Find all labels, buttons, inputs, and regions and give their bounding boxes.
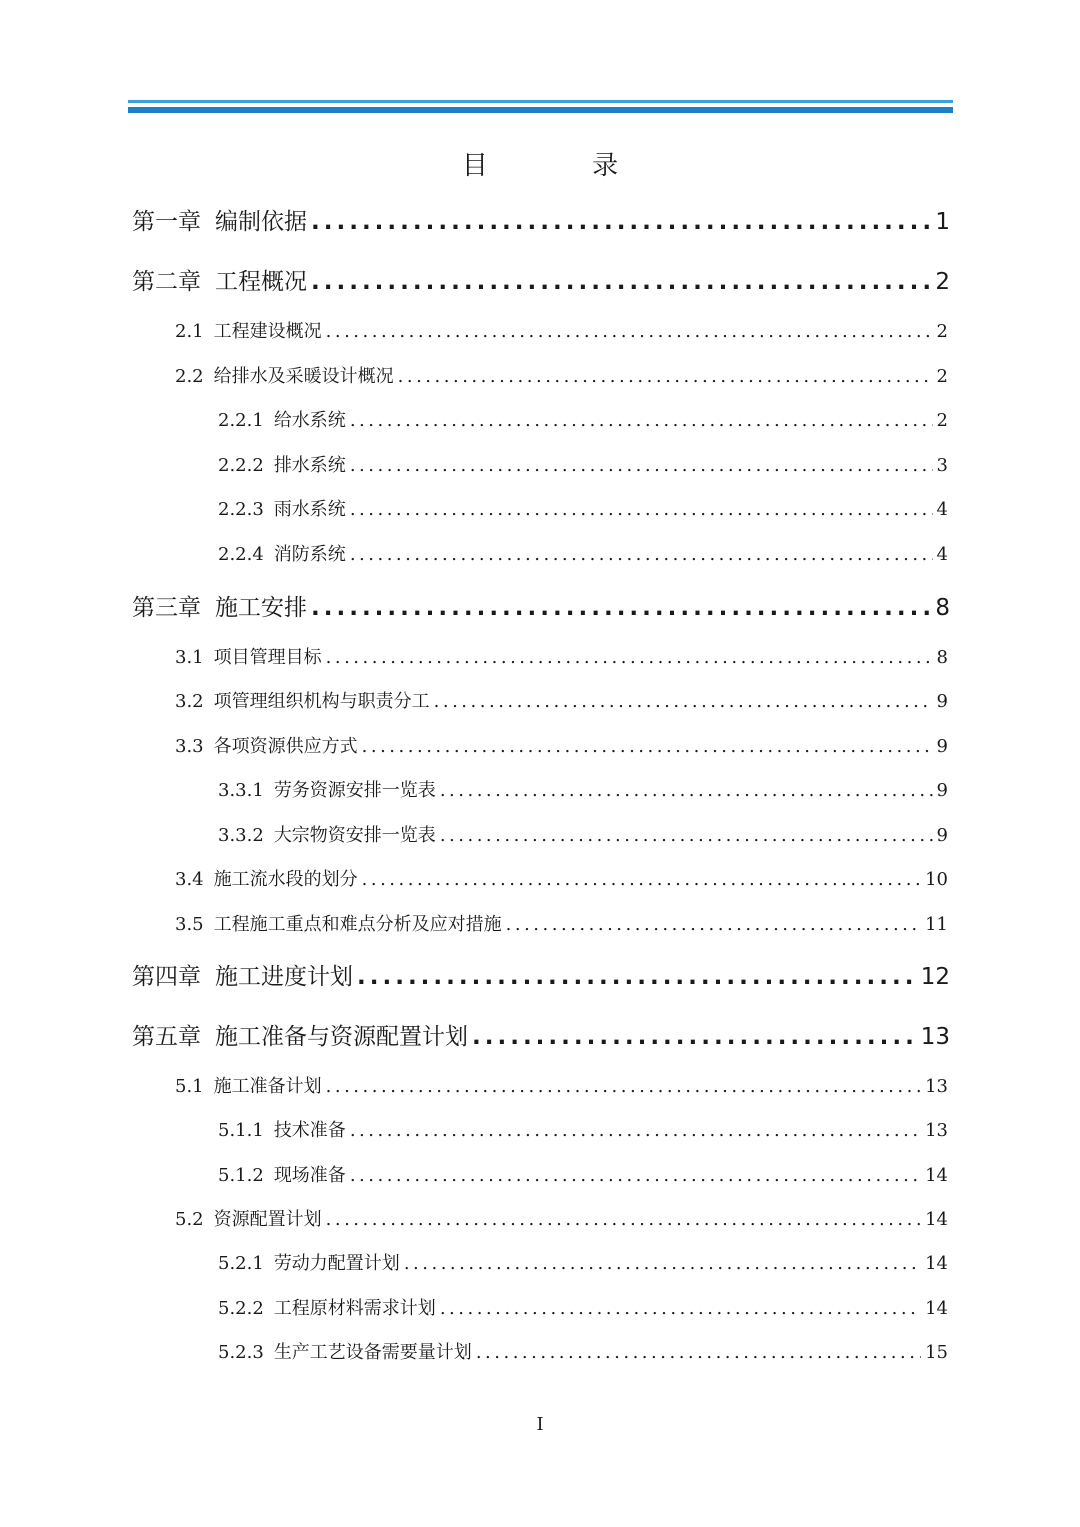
- toc-entry-number: 第四章: [132, 964, 201, 990]
- toc-entry-title: 劳务资源安排一览表: [273, 780, 436, 801]
- toc-entry-number: 3.3.2: [218, 825, 264, 846]
- header-rule-thin: [128, 100, 953, 103]
- toc-entry-title: 大宗物资安排一览表: [273, 825, 436, 846]
- toc-entry-title: 现场准备: [273, 1165, 346, 1186]
- toc-leader-dots: [440, 1298, 921, 1319]
- toc-entry[interactable]: [218, 1294, 948, 1320]
- toc-entry-number: 第五章: [132, 1024, 201, 1050]
- toc-entry-title: 工程概况: [215, 269, 307, 295]
- toc-entry[interactable]: [175, 643, 948, 669]
- toc-entry-page: 14: [925, 1209, 948, 1230]
- toc-entry-page: 14: [925, 1253, 948, 1274]
- toc-entry[interactable]: [218, 1338, 948, 1364]
- toc-entry-label: [218, 540, 346, 566]
- toc-entry-page: 4: [936, 544, 948, 565]
- toc-entry-title: 排水系统: [273, 455, 346, 476]
- toc-entry-page: 2: [936, 321, 948, 342]
- toc-leader-dots: [440, 825, 933, 846]
- toc-entry-page: 14: [925, 1165, 948, 1186]
- toc-leader-dots: [326, 321, 933, 342]
- toc-entry[interactable]: [218, 1116, 948, 1142]
- toc-entry-title: 工程施工重点和难点分析及应对措施: [213, 914, 502, 935]
- toc-entry-label: [175, 317, 322, 343]
- toc-entry[interactable]: [218, 406, 948, 432]
- toc-leader-dots: [326, 1076, 921, 1097]
- toc-entry-title: 项管理组织机构与职责分工: [213, 691, 430, 712]
- toc-entry-label: [175, 362, 394, 388]
- toc-entry[interactable]: [175, 362, 948, 388]
- toc-leader-dots: [326, 647, 933, 668]
- toc-entry-label: [175, 865, 358, 891]
- toc-entry[interactable]: [218, 1249, 948, 1275]
- toc-entry-title: 项目管理目标: [213, 647, 322, 668]
- toc-entry-page: 9: [936, 736, 948, 757]
- toc-leader-dots: [404, 1253, 921, 1274]
- toc-entry[interactable]: [132, 958, 950, 991]
- toc-entry[interactable]: [175, 1205, 948, 1231]
- toc-leader-dots: [440, 780, 933, 801]
- toc-leader-dots: [434, 691, 933, 712]
- toc-entry-page: 2: [935, 269, 950, 295]
- toc-entry-label: [218, 1116, 346, 1142]
- toc-entry-number: 2.2.1: [218, 410, 264, 431]
- toc-entry-number: 3.2: [175, 691, 204, 712]
- toc-entry[interactable]: [175, 317, 948, 343]
- toc-entry-page: 13: [920, 1024, 950, 1050]
- toc-entry-page: 10: [925, 869, 948, 890]
- toc-entry-page: 14: [925, 1298, 948, 1319]
- toc-entry-number: 5.2.2: [218, 1298, 264, 1319]
- toc-entry-title: 技术准备: [273, 1120, 346, 1141]
- toc-entry-label: [132, 958, 353, 991]
- toc-entry-label: [175, 1205, 322, 1231]
- toc-entry-title: 施工准备计划: [213, 1076, 322, 1097]
- toc-entry-page: 8: [935, 595, 950, 621]
- toc-entry-page: 9: [936, 691, 948, 712]
- toc-entry-label: [218, 1249, 400, 1275]
- toc-entry-title: 资源配置计划: [213, 1209, 322, 1230]
- toc-entry[interactable]: [218, 540, 948, 566]
- toc-entry-page: 4: [936, 499, 948, 520]
- toc-leader-dots: [472, 1024, 917, 1050]
- toc-entry[interactable]: [132, 1018, 950, 1051]
- page-number: I: [536, 1414, 544, 1435]
- toc-entry-number: 2.2.2: [218, 455, 264, 476]
- toc-entry-title: 给排水及采暖设计概况: [213, 366, 394, 387]
- toc-entry-label: [218, 495, 346, 521]
- toc-entry-title: 施工准备与资源配置计划: [215, 1024, 468, 1050]
- toc-entry-label: [132, 203, 307, 236]
- toc-entry-page: 13: [925, 1076, 948, 1097]
- toc-entry-number: 5.1: [175, 1076, 204, 1097]
- toc-entry-number: 5.2.1: [218, 1253, 264, 1274]
- toc-entry[interactable]: [175, 732, 948, 758]
- toc-entry-page: 2: [936, 366, 948, 387]
- toc-entry[interactable]: [218, 451, 948, 477]
- header-rule-thick: [128, 107, 953, 113]
- toc-entry-title: 消防系统: [273, 544, 346, 565]
- toc-leader-dots: [350, 455, 933, 476]
- toc-leader-dots: [350, 1165, 921, 1186]
- toc-entry-label: [175, 910, 502, 936]
- toc-entry-number: 5.2.3: [218, 1342, 264, 1363]
- toc-entry-label: [175, 1072, 322, 1098]
- toc-entry-label: [218, 1338, 472, 1364]
- toc-entry-number: 第二章: [132, 269, 201, 295]
- toc-leader-dots: [350, 410, 933, 431]
- toc-leader-dots: [506, 914, 921, 935]
- toc-entry-page: 13: [925, 1120, 948, 1141]
- toc-entry-title: 生产工艺设备需要量计划: [273, 1342, 472, 1363]
- toc-entry-page: 11: [925, 914, 948, 935]
- toc-entry-number: 3.4: [175, 869, 204, 890]
- toc-entry[interactable]: [175, 687, 948, 713]
- toc-entry[interactable]: [132, 589, 950, 622]
- toc-entry-number: 第三章: [132, 595, 201, 621]
- toc-title: 目 录: [461, 151, 667, 181]
- toc-entry-number: 3.1: [175, 647, 204, 668]
- toc-entry-label: [132, 1018, 468, 1051]
- toc-entry[interactable]: [218, 1161, 948, 1187]
- toc-entry-title: 雨水系统: [273, 499, 346, 520]
- toc-entry-number: 第一章: [132, 209, 201, 235]
- toc-entry-page: 1: [935, 209, 950, 235]
- toc-leader-dots: [326, 1209, 921, 1230]
- toc-leader-dots: [362, 869, 921, 890]
- toc-entry-label: [218, 451, 346, 477]
- toc-leader-dots: [311, 269, 931, 295]
- toc-entry-label: [132, 263, 307, 296]
- toc-entry[interactable]: [218, 495, 948, 521]
- toc-entry[interactable]: [175, 1072, 948, 1098]
- toc-entry-number: 3.5: [175, 914, 204, 935]
- toc-leader-dots: [350, 1120, 921, 1141]
- toc-entry-title: 各项资源供应方式: [213, 736, 358, 757]
- toc-entry-label: [132, 589, 307, 622]
- toc-entry-title: 施工进度计划: [215, 964, 353, 990]
- toc-entry-label: [218, 406, 346, 432]
- toc-entry-number: 2.2.3: [218, 499, 264, 520]
- toc-entry[interactable]: [132, 263, 950, 296]
- toc-entry-label: [218, 1161, 346, 1187]
- toc-entry-number: 5.2: [175, 1209, 204, 1230]
- toc-entry-label: [175, 643, 322, 669]
- toc-leader-dots: [350, 544, 933, 565]
- toc-entry-page: 8: [936, 647, 948, 668]
- toc-entry-number: 2.1: [175, 321, 204, 342]
- toc-entry[interactable]: [175, 865, 948, 891]
- toc-entry-page: 2: [936, 410, 948, 431]
- toc-entry-number: 5.1.2: [218, 1165, 264, 1186]
- toc-entry-title: 劳动力配置计划: [273, 1253, 400, 1274]
- toc-leader-dots: [350, 499, 933, 520]
- toc-entry-label: [218, 776, 436, 802]
- toc-entry[interactable]: [218, 821, 948, 847]
- toc-entry-page: 9: [936, 780, 948, 801]
- toc-entry-page: 15: [925, 1342, 948, 1363]
- toc-entry-number: 3.3: [175, 736, 204, 757]
- toc-entry-title: 给水系统: [273, 410, 346, 431]
- toc-entry[interactable]: [132, 203, 950, 236]
- toc-entry-number: 5.1.1: [218, 1120, 264, 1141]
- toc-entry[interactable]: [175, 910, 948, 936]
- toc-entry-page: 9: [936, 825, 948, 846]
- toc-entry-label: [218, 1294, 436, 1320]
- toc-entry-number: 2.2: [175, 366, 204, 387]
- toc-entry-title: 工程原材料需求计划: [273, 1298, 436, 1319]
- toc-entry-label: [218, 821, 436, 847]
- toc-leader-dots: [311, 209, 931, 235]
- toc-entry-label: [175, 732, 358, 758]
- toc-entry-title: 工程建设概况: [213, 321, 322, 342]
- toc-entry[interactable]: [218, 776, 948, 802]
- toc-leader-dots: [311, 595, 931, 621]
- toc-leader-dots: [357, 964, 917, 990]
- toc-entry-page: 12: [920, 964, 950, 990]
- toc-entry-number: 2.2.4: [218, 544, 264, 565]
- toc-entry-title: 编制依据: [215, 209, 307, 235]
- toc-leader-dots: [476, 1342, 921, 1363]
- toc-leader-dots: [398, 366, 933, 387]
- toc-leader-dots: [362, 736, 933, 757]
- toc-entry-title: 施工流水段的划分: [213, 869, 358, 890]
- toc-entry-label: [175, 687, 430, 713]
- toc-entry-title: 施工安排: [215, 595, 307, 621]
- toc-entry-number: 3.3.1: [218, 780, 264, 801]
- toc-entry-page: 3: [936, 455, 948, 476]
